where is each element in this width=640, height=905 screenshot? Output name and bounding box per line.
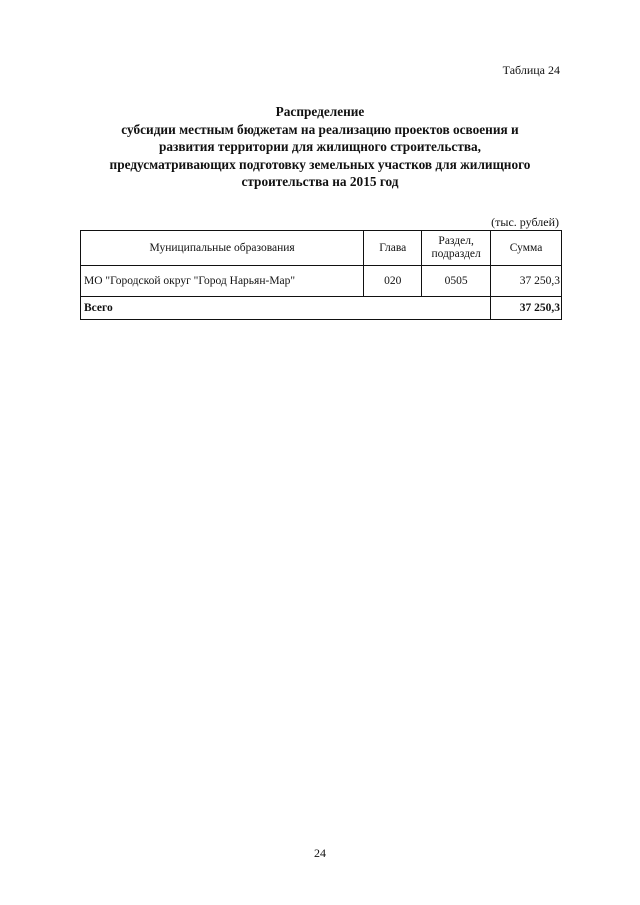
total-amount: 37 250,3	[491, 297, 562, 320]
cell-municipality: МО "Городской округ "Город Нарьян-Мар"	[81, 266, 364, 297]
units-note: (тыс. рублей)	[491, 215, 559, 229]
cell-chapter: 020	[364, 266, 422, 297]
title-line: субсидии местным бюджетам на реализацию проектов освоения и	[121, 121, 519, 137]
total-row	[81, 297, 562, 320]
header-section: Раздел, подраздел	[422, 231, 491, 266]
page-number: 24	[314, 846, 326, 860]
total-label: Всего	[81, 297, 491, 320]
title-line: строительства на 2015 год	[241, 174, 399, 189]
title-line: Распределение	[275, 104, 365, 119]
title-line: развития территории для жилищного строительства,	[158, 139, 482, 154]
document-title	[80, 103, 560, 191]
cell-amount: 37 250,3	[491, 266, 562, 297]
header-chapter: Глава	[364, 231, 422, 266]
title-line: предусматривающих подготовку земельных участков для жилищного	[109, 156, 531, 172]
table-header-row	[81, 231, 562, 266]
table-row	[81, 266, 562, 297]
subsidy-table	[80, 230, 562, 320]
header-amount: Сумма	[491, 231, 562, 266]
header-municipality: Муниципальные образования	[81, 231, 364, 266]
table-label: Таблица 24	[502, 63, 560, 77]
cell-section: 0505	[422, 266, 491, 297]
